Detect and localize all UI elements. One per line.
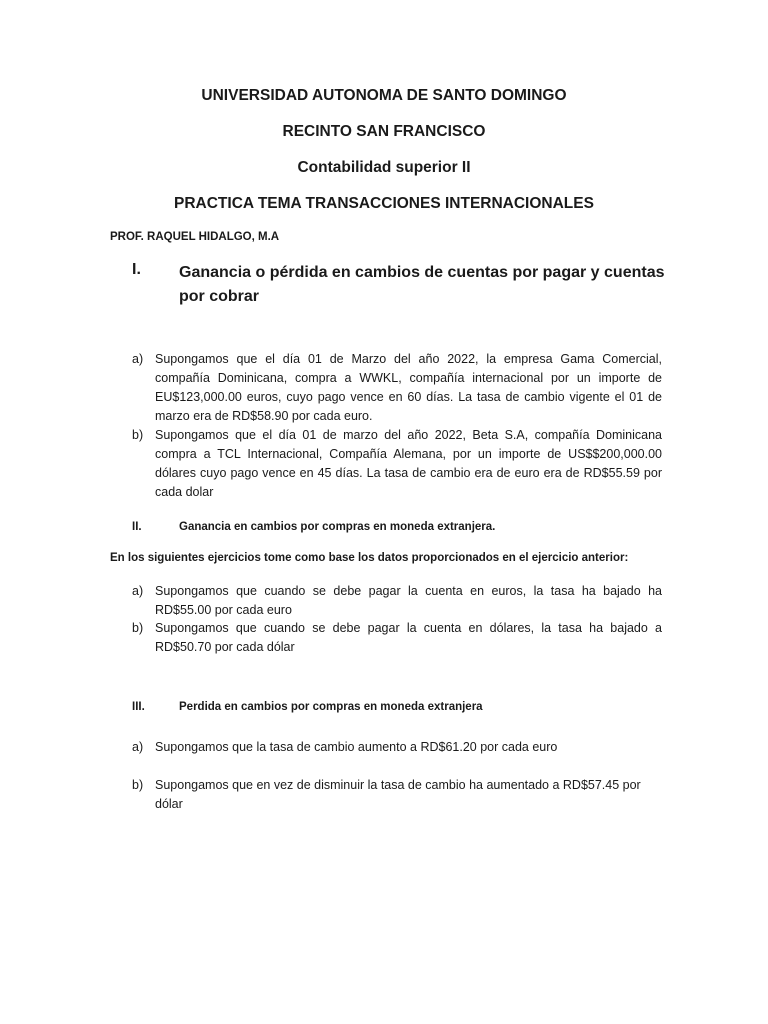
item-label: b) [132,778,144,792]
section-3-item-b [132,776,662,814]
item-label: a) [132,584,144,598]
university-title: UNIVERSIDAD AUTONOMA DE SANTO DOMINGO [201,87,567,104]
item-label: a) [132,740,144,754]
practice-title: PRACTICA TEMA TRANSACCIONES INTERNACIONALES [174,195,594,212]
item-text: Supongamos que la tasa de cambio aumento a RD$61.20 por cada euro [155,740,558,754]
section-1-item-a [132,350,662,426]
item-text: Supongamos que el día 01 de marzo del año 2022, Beta S.A, compañía Dominicana compra a TCL Internacional, Compañía Alemana, por un importe de US$$200,000.00 dólares cuyo pago vence en 45 días. La tasa de cambio era de euro era de RD$55.59 por cada dolar [155,428,662,499]
item-text: Supongamos que el día 01 de Marzo del año 2022, la empresa Gama Comercial, compañía Dominicana, compra a WWKL, compañía internacional por un importe de EU$123,000.00 euros, cuyo pago vence en 60 días. La tasa de cambio vigente el 01 de marzo era de RD$58.90 por cada euro. [155,352,662,423]
section-2-item-a [132,582,662,620]
section-1-item-b [132,426,662,502]
section-2-intro: En los siguientes ejercicios tome como base los datos proporcionados en el ejercicio anterior: [110,552,629,564]
item-label: b) [132,621,144,635]
section-2-item-b [132,619,662,657]
section-3-title: Perdida en cambios por compras en moneda extranjera [179,701,483,713]
section-2-title: Ganancia en cambios por compras en moneda extranjera. [179,521,496,533]
item-label: b) [132,428,144,442]
section-3-item-a [132,738,662,757]
item-label: a) [132,352,144,366]
section-1-number: I. [132,261,141,278]
item-text: Supongamos que cuando se debe pagar la cuenta en dólares, la tasa ha bajado a RD$50.70 por cada dólar [155,621,662,654]
item-text: Supongamos que cuando se debe pagar la cuenta en euros, la tasa ha bajado ha RD$55.00 por cada euro [155,584,662,617]
professor-name: PROF. RAQUEL HIDALGO, M.A [110,231,280,243]
course-title: Contabilidad superior II [297,159,471,176]
section-3-number: III. [132,701,145,713]
section-2-number: II. [132,521,142,533]
item-text: Supongamos que en vez de disminuir la tasa de cambio ha aumentado a RD$57.45 por dólar [155,778,641,811]
campus-title: RECINTO SAN FRANCISCO [282,123,486,140]
section-1-title: Ganancia o pérdida en cambios de cuentas por pagar y cuentas por cobrar [179,264,665,305]
